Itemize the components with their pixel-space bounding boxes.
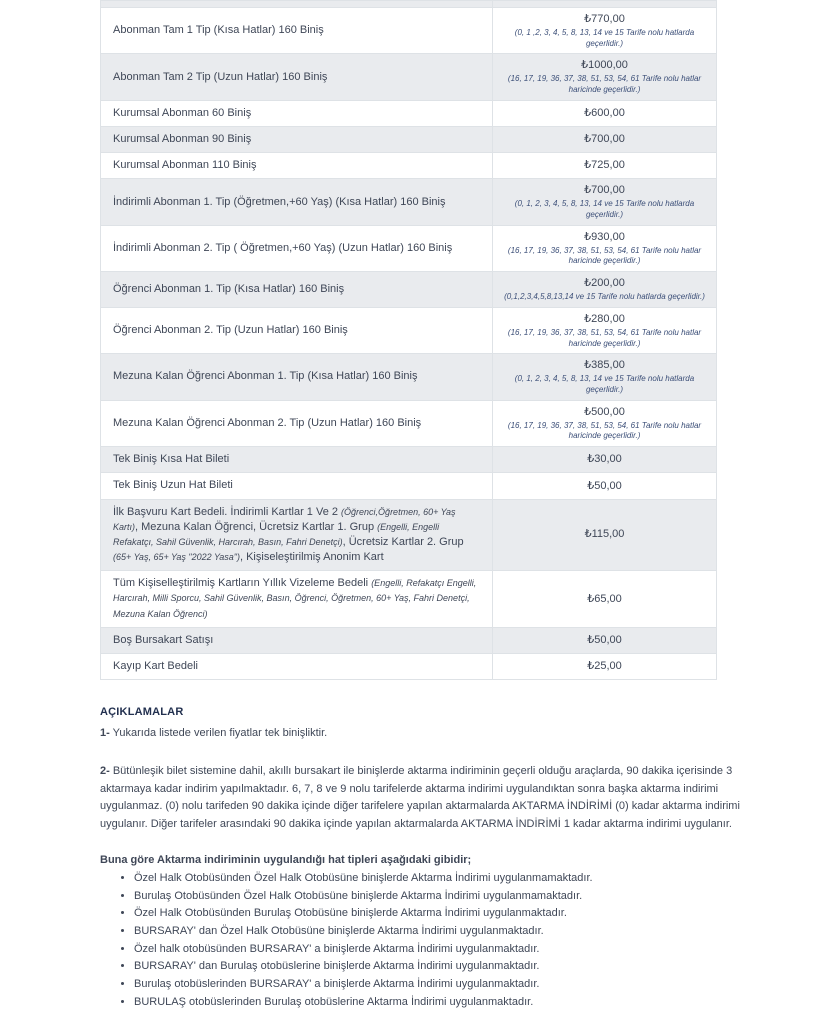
- fare-description-text: , Kişiseleştirilmiş Anonim Kart: [239, 551, 384, 564]
- price-value: ₺65,00: [587, 592, 622, 605]
- price-value: ₺30,00: [587, 453, 622, 466]
- transfer-rule-item: • BURSARAY' dan Özel Halk Otobüsüne binişlerde Aktarma İndirimi uygulanmaktadır.: [134, 924, 762, 940]
- price-value: ₺50,00: [587, 479, 622, 492]
- transfer-rule-item: • Özel Halk Otobüsünden Burulaş Otobüsüne binişlerde Aktarma İndirimi uygulanmaktadır.: [134, 906, 762, 922]
- transfer-rule-item: • Burulaş otobüslerinden BURSARAY' a binişlerde Aktarma İndirimi uygulanmaktadır.: [134, 977, 762, 993]
- fare-price-cell: [493, 100, 717, 126]
- explanations-section: [100, 704, 762, 1010]
- explanations-title: AÇIKLAMALAR: [100, 706, 184, 719]
- table-row: [101, 400, 717, 446]
- fare-description-cell: [101, 653, 493, 679]
- fare-description-cell: [101, 571, 493, 628]
- transfer-types-heading: Buna göre Aktarma indiriminin uygulandığı hat tipleri aşağıdaki gibidir;: [100, 853, 472, 866]
- fare-description-cell: [101, 400, 493, 446]
- table-row: [101, 473, 717, 499]
- price-validity-note: (16, 17, 19, 36, 37, 38, 51, 53, 54, 61 Tarife nolu hatlar haricinde geçerlidir.): [507, 74, 702, 95]
- transfer-rule-item: • Burulaş Otobüsünden Özel Halk Otobüsüne binişlerde Aktarma İndirimi uygulanmamaktadır.: [134, 889, 762, 905]
- table-row: [101, 100, 717, 126]
- fare-price-cell: [493, 447, 717, 473]
- fare-description-text: , Mezuna Kalan Öğrenci, Ücretsiz Kartlar 1. Grup: [135, 520, 378, 533]
- price-value: ₺700,00: [584, 133, 625, 146]
- price-value: ₺25,00: [587, 660, 622, 673]
- table-row: [101, 225, 717, 271]
- fare-description-fineprint: (Engelli, Refakatçı Engelli, Harcırah, Milli Sporcu, Sahil Güvenlik, Basın, Öğrenci, Öğretmen, 60+ Yaş, Fahri Denetçi, Mezuna Kalan Öğrenci): [113, 578, 477, 619]
- fare-description-cell: [101, 447, 493, 473]
- price-value: ₺50,00: [587, 633, 622, 646]
- fare-description-cell: [101, 100, 493, 126]
- fare-price-cell: [493, 225, 717, 271]
- fare-description-text: Kurumsal Abonman 110 Biniş: [113, 159, 257, 172]
- fare-description-text: Öğrenci Abonman 1. Tip (Kısa Hatlar) 160 Biniş: [113, 283, 345, 295]
- transfer-rules-list: [134, 871, 762, 1010]
- fare-price-cell: [493, 400, 717, 446]
- fare-price-table: [100, 0, 717, 680]
- fare-description-text: İlk Başvuru Kart Bedeli. İndirimli Kartlar 1 Ve 2: [113, 505, 342, 518]
- partial-price-cell: [493, 1, 717, 8]
- table-row: [101, 8, 717, 54]
- table-row: [101, 272, 717, 308]
- table-row: [101, 499, 717, 571]
- fare-price-cell: [493, 571, 717, 628]
- table-row: [101, 127, 717, 153]
- transfer-rule-item: • BURSARAY' dan Burulaş otobüslerine binişlerde Aktarma İndirimi uygulanmaktadır.: [134, 959, 762, 975]
- fare-price-cell: [493, 354, 717, 400]
- fare-price-cell: [493, 8, 717, 54]
- price-value: ₺770,00: [584, 13, 625, 25]
- fare-description-text: Mezuna Kalan Öğrenci Abonman 2. Tip (Uzun Hatlar) 160 Biniş: [113, 416, 422, 429]
- explanation-item-2: [100, 763, 762, 833]
- transfer-rule-item: • Özel Halk Otobüsünden Özel Halk Otobüsüne binişlerde Aktarma İndirimi uygulanmamaktadır.: [134, 871, 762, 887]
- explanation-1-text: Yukarıda listede verilen fiyatlar tek binişliktir.: [109, 726, 328, 739]
- fare-description-text: , Ücretsiz Kartlar 2. Grup: [342, 535, 464, 548]
- fare-description-text: Tek Biniş Kısa Hat Bileti: [113, 453, 230, 466]
- fare-price-cell: [493, 54, 717, 100]
- fare-description-cell: [101, 225, 493, 271]
- table-row: [101, 627, 717, 653]
- explanation-2-text: Bütünleşik bilet sistemine dahil, akıllı bursakart ile binişlerde aktarma indiriminin geçerli olduğu araçlarda, 90 dakika içerisinde 3 aktarmaya kadar indirim yapılmaktadır. 6, 7, 8 ve 9 nolu tarifelerde aktarma indirimi uygulandıktan sonra başka aktarma indirimi uygulanmaz. (0) nolu tarifeden 90 dakika içinde diğer tarifelere yapılan aktarmalarda AKTARMA İNDİRİMİ (0) kadar aktarma indirimi uygulanır. Diğer tarifeler arasındaki 90 dakika içinde yapılan aktarmalarda AKTARMA İNDİRİMİ 1 kadar aktarma indirimi uygulanır.: [100, 765, 740, 831]
- fare-price-cell: [493, 127, 717, 153]
- price-validity-note: (16, 17, 19, 36, 37, 38, 51, 53, 54, 61 Tarife nolu hatlar haricinde geçerlidir.): [507, 420, 702, 441]
- table-partial-row: [101, 1, 717, 8]
- price-value: ₺115,00: [584, 528, 625, 541]
- table-row: [101, 571, 717, 628]
- fare-description-cell: [101, 307, 493, 353]
- fare-description-text: Kurumsal Abonman 90 Biniş: [113, 133, 252, 146]
- fare-description-cell: [101, 153, 493, 179]
- price-value: ₺385,00: [584, 359, 625, 372]
- transfer-rule-item: • Özel halk otobüsünden BURSARAY' a binişlerde Aktarma İndirimi uygulanmaktadır.: [134, 942, 762, 958]
- explanation-1-number: 1-: [100, 726, 110, 739]
- price-value: ₺725,00: [584, 159, 625, 172]
- table-row: [101, 354, 717, 400]
- fare-description-text: Abonman Tam 1 Tip (Kısa Hatlar) 160 Biniş: [113, 24, 324, 37]
- fare-price-cell: [493, 653, 717, 679]
- fare-price-cell: [493, 272, 717, 308]
- price-value: ₺1000,00: [581, 59, 628, 72]
- fare-description-text: Kurumsal Abonman 60 Biniş: [113, 106, 252, 119]
- fare-description-cell: [101, 8, 493, 54]
- fare-description-text: Mezuna Kalan Öğrenci Abonman 1. Tip (Kısa Hatlar) 160 Biniş: [113, 370, 418, 383]
- price-validity-note: (0, 1, 2, 3, 4, 5, 8, 13, 14 ve 15 Tarife nolu hatlarda geçerlidir.): [514, 199, 695, 220]
- fare-description-cell: [101, 272, 493, 308]
- fare-description-fineprint: (65+ Yaş, 65+ Yaş "2022 Yasa"): [113, 552, 240, 563]
- fare-description-cell: [101, 473, 493, 499]
- fare-description-cell: [101, 127, 493, 153]
- price-validity-note: (16, 17, 19, 36, 37, 38, 51, 53, 54, 61 Tarife nolu hatlar haricinde geçerlidir.): [507, 245, 702, 266]
- price-validity-note: (0, 1, 2, 3, 4, 5, 8, 13, 14 ve 15 Tarife nolu hatlarda geçerlidir.): [514, 374, 695, 394]
- table-row: [101, 447, 717, 473]
- fare-price-cell: [493, 499, 717, 571]
- price-value: ₺600,00: [584, 107, 625, 120]
- fare-description-cell: [101, 499, 493, 571]
- explanation-item-1: [100, 725, 762, 743]
- price-value: ₺700,00: [584, 184, 625, 197]
- fare-description-cell: [101, 354, 493, 400]
- partial-desc-cell: [101, 1, 493, 8]
- fare-description-text: İndirimli Abonman 2. Tip ( Öğretmen,+60 Yaş) (Uzun Hatlar) 160 Biniş: [113, 241, 453, 254]
- fare-description-cell: [101, 54, 493, 100]
- price-validity-note: (16, 17, 19, 36, 37, 38, 51, 53, 54, 61 Tarife nolu hatlar haricinde geçerlidir.): [507, 327, 702, 348]
- fare-price-cell: [493, 153, 717, 179]
- fare-description-text: Öğrenci Abonman 2. Tip (Uzun Hatlar) 160 Biniş: [113, 324, 348, 337]
- price-validity-note: (0, 1 ,2, 3, 4, 5, 8, 13, 14 ve 15 Tarife nolu hatlarda geçerlidir.): [514, 27, 695, 48]
- fare-price-cell: [493, 307, 717, 353]
- price-value: ₺930,00: [584, 230, 625, 243]
- fare-price-cell: [493, 179, 717, 225]
- fare-table-body: [101, 1, 717, 680]
- price-value: ₺500,00: [584, 405, 625, 418]
- fare-description-fineprint: (Öğrenci,Öğretmen, 60+ Yaş Kartı): [113, 506, 456, 532]
- fare-price-cell: [493, 627, 717, 653]
- fare-description-fineprint: (Engelli, Engelli Refakatçı, Sahil Güvenlik, Harcırah, Basın, Fahri Denetçi): [113, 521, 440, 547]
- fare-description-cell: [101, 179, 493, 225]
- transfer-rule-item: • BURULAŞ otobüslerinden Burulaş otobüslerine Aktarma İndirimi uygulanmaktadır.: [134, 995, 762, 1010]
- price-value: ₺280,00: [584, 312, 625, 325]
- table-row: [101, 153, 717, 179]
- table-row: [101, 653, 717, 679]
- explanation-2-number: 2-: [100, 765, 110, 778]
- fare-description-text: Kayıp Kart Bedeli: [113, 659, 198, 672]
- table-row: [101, 307, 717, 353]
- table-row: [101, 179, 717, 225]
- fare-price-cell: [493, 473, 717, 499]
- price-validity-note: (0,1,2,3,4,5,8,13,14 ve 15 Tarife nolu hatlarda geçerlidir.): [504, 292, 705, 302]
- fare-description-text: İndirimli Abonman 1. Tip (Öğretmen,+60 Yaş) (Kısa Hatlar) 160 Biniş: [113, 195, 446, 208]
- fare-description-text: Abonman Tam 2 Tip (Uzun Hatlar) 160 Biniş: [113, 70, 328, 83]
- fare-description-text: Tüm Kişiselleştirilmiş Kartların Yıllık Vizeleme Bedeli: [113, 577, 372, 590]
- table-row: [101, 54, 717, 100]
- price-value: ₺200,00: [584, 277, 625, 290]
- fare-description-text: Tek Biniş Uzun Hat Bileti: [113, 479, 233, 492]
- fare-description-cell: [101, 627, 493, 653]
- fare-description-text: Boş Bursakart Satışı: [113, 633, 214, 646]
